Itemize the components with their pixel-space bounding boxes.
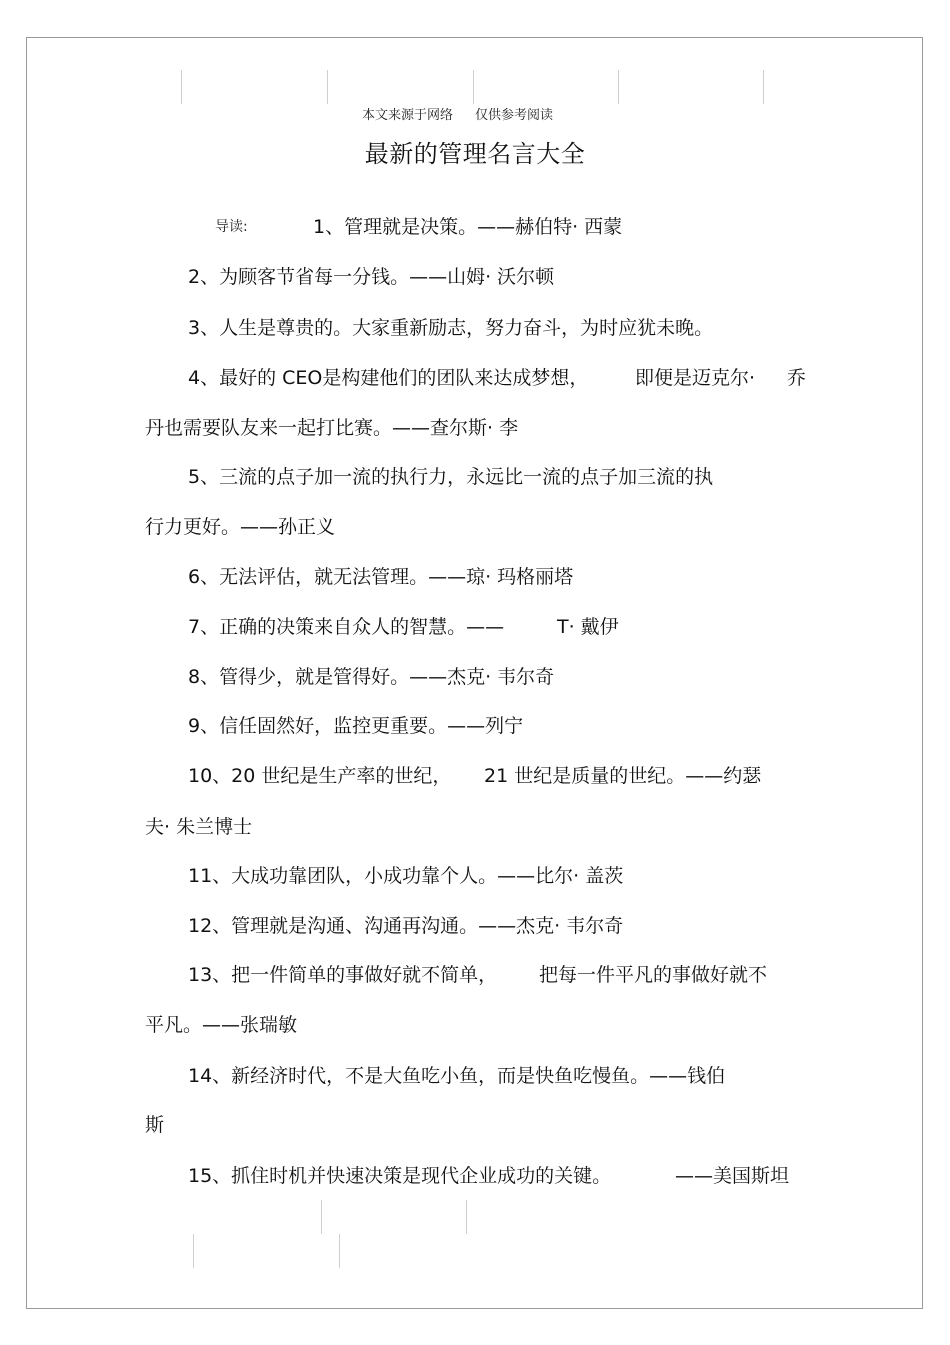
bottom-tick-4 (339, 1234, 340, 1268)
quote-6: 6、无法评估，就无法管理。——琼· 玛格丽塔 (188, 566, 574, 588)
top-tick-3 (473, 70, 474, 104)
top-tick-2 (327, 70, 328, 104)
quote-10-continuation: 夫· 朱兰博士 (145, 816, 253, 838)
guide-label: 导读: (215, 219, 248, 235)
quote-7-part-2: T· 戴伊 (557, 616, 619, 638)
quote-5-continuation: 行力更好。——孙正义 (145, 516, 336, 538)
quote-2: 2、为顾客节省每一分钱。——山姆· 沃尔顿 (188, 266, 555, 288)
quote-4-continuation: 丹也需要队友来一起打比赛。——查尔斯· 李 (145, 417, 519, 439)
quote-7-part-1: 7、正确的决策来自众人的智慧。—— (188, 616, 505, 638)
bottom-tick-2 (466, 1200, 467, 1234)
quote-5-part-1: 5、三流的点子加一流的执行力，永远比一流的点子加三流的执 (188, 466, 714, 488)
top-tick-1 (181, 70, 182, 104)
quote-13-part-1: 13、把一件简单的事做好就不简单， (188, 964, 498, 986)
quote-10-part-1: 10、20 世纪是生产率的世纪， (188, 765, 452, 787)
quote-14-part-1: 14、新经济时代，不是大鱼吃小鱼，而是快鱼吃慢鱼。——钱伯 (188, 1065, 726, 1087)
quote-10-part-2: 21 世纪是质量的世纪。——约瑟 (484, 765, 762, 787)
source-note-right: 仅供参考阅读 (475, 108, 554, 123)
page-title: 最新的管理名言大全 (364, 140, 586, 168)
quote-8: 8、管得少，就是管得好。——杰克· 韦尔奇 (188, 666, 555, 688)
source-note-left: 本文来源于网络 (362, 108, 454, 123)
quote-4-part-1: 4、最好的 CEO是构建他们的团队来达成梦想， (188, 367, 589, 389)
quote-4-part-3: 乔 (787, 367, 807, 389)
top-tick-4 (618, 70, 619, 104)
quote-13-continuation: 平凡。——张瑞敏 (145, 1014, 298, 1036)
top-tick-5 (763, 70, 764, 104)
bottom-tick-3 (193, 1234, 194, 1268)
quote-12: 12、管理就是沟通、沟通再沟通。——杰克· 韦尔奇 (188, 915, 624, 937)
quote-1: 1、管理就是决策。——赫伯特· 西蒙 (313, 216, 623, 238)
quote-13-part-2: 把每一件平凡的事做好就不 (539, 964, 768, 986)
quote-11: 11、大成功靠团队，小成功靠个人。——比尔· 盖茨 (188, 865, 624, 887)
quote-14-continuation: 斯 (145, 1114, 165, 1136)
quote-4-part-2: 即便是迈克尔· (635, 367, 756, 389)
quote-15-part-2: ——美国斯坦 (675, 1165, 790, 1187)
source-note (362, 104, 553, 123)
quote-3: 3、人生是尊贵的。大家重新励志，努力奋斗，为时应犹未晚。 (188, 317, 714, 339)
bottom-tick-1 (321, 1200, 322, 1234)
quote-15-part-1: 15、抓住时机并快速决策是现代企业成功的关键。 (188, 1165, 612, 1187)
quote-9: 9、信任固然好，监控更重要。——列宁 (188, 715, 524, 737)
